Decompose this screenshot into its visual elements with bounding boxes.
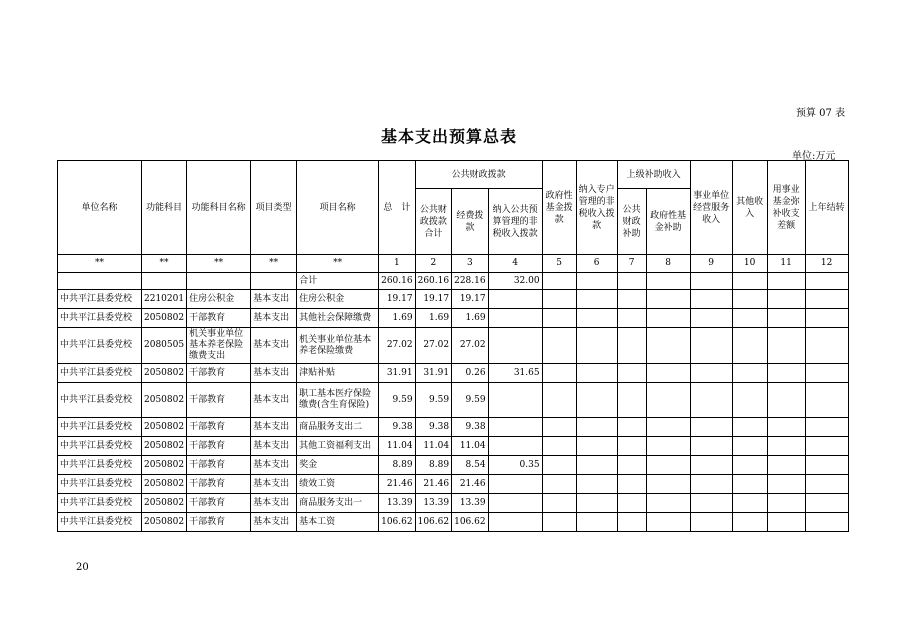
pf-nontax-cell	[488, 513, 542, 532]
pf-fund-cell: 106.62	[452, 513, 489, 532]
total-pf-nontax: 32.00	[488, 273, 542, 290]
index-cell: **	[251, 255, 297, 273]
item-name-cell: 机关事业单位基本养老保险缴费	[297, 328, 379, 364]
total-value: 260.16	[379, 273, 416, 290]
index-cell: 2	[415, 255, 452, 273]
empty-cell	[690, 328, 732, 364]
empty-cell	[617, 383, 646, 418]
col-func-code: 功能科目	[142, 161, 187, 255]
col-other-income: 其他收入	[732, 161, 767, 255]
func-code-cell: 2050802	[142, 494, 187, 513]
func-code-cell: 2050802	[142, 364, 187, 383]
table-row	[58, 309, 849, 328]
col-sup-gov: 政府性基金补助	[646, 189, 690, 255]
empty-cell	[646, 383, 690, 418]
func-name-cell: 干部教育	[187, 364, 251, 383]
page-title: 基本支出预算总表	[380, 127, 517, 146]
empty-cell	[646, 290, 690, 309]
index-cell: 8	[646, 255, 690, 273]
empty-cell	[732, 383, 767, 418]
pf-fund-cell: 27.02	[452, 328, 489, 364]
col-fund-balance: 用事业基金弥补收支差额	[767, 161, 805, 255]
empty-cell	[805, 383, 848, 418]
func-code-cell: 2050802	[142, 456, 187, 475]
empty-cell	[732, 494, 767, 513]
item-name-cell: 绩效工资	[297, 475, 379, 494]
item-type-cell: 基本支出	[251, 418, 297, 437]
col-gov-fund: 政府性基金拨款	[542, 161, 576, 255]
func-code-cell: 2050802	[142, 383, 187, 418]
pf-subtotal-cell: 13.39	[415, 494, 452, 513]
pf-fund-cell: 13.39	[452, 494, 489, 513]
empty-cell	[805, 475, 848, 494]
empty-cell	[732, 328, 767, 364]
empty-cell	[646, 513, 690, 532]
empty-cell	[542, 513, 576, 532]
index-cell: 4	[488, 255, 542, 273]
func-code-cell: 2080505	[142, 328, 187, 364]
func-name-cell: 干部教育	[187, 383, 251, 418]
item-name-cell: 基本工资	[297, 513, 379, 532]
table-row	[58, 475, 849, 494]
table-row	[58, 383, 849, 418]
func-name-cell: 干部教育	[187, 418, 251, 437]
unit-name-cell: 中共平江县委党校	[58, 475, 142, 494]
empty-cell	[576, 513, 617, 532]
unit-name-cell: 中共平江县委党校	[58, 456, 142, 475]
pf-nontax-cell	[488, 437, 542, 456]
total-label: 合计	[297, 273, 379, 290]
pf-subtotal-cell: 1.69	[415, 309, 452, 328]
index-cell: 1	[379, 255, 416, 273]
pf-subtotal-cell: 31.91	[415, 364, 452, 383]
empty-cell	[805, 309, 848, 328]
func-name-cell: 干部教育	[187, 475, 251, 494]
item-type-cell: 基本支出	[251, 383, 297, 418]
func-name-cell: 干部教育	[187, 456, 251, 475]
pf-subtotal-cell: 21.46	[415, 475, 452, 494]
index-cell: 3	[452, 255, 489, 273]
total-cell: 106.62	[379, 513, 416, 532]
item-name-cell: 津贴补贴	[297, 364, 379, 383]
table-row	[58, 456, 849, 475]
total-pf-fund: 228.16	[452, 273, 489, 290]
empty-cell	[732, 309, 767, 328]
func-code-cell: 2050802	[142, 309, 187, 328]
budget-table	[57, 160, 849, 532]
col-sup-public: 公共财政补助	[617, 189, 646, 255]
col-item-name: 项目名称	[297, 161, 379, 255]
empty-cell	[542, 494, 576, 513]
pf-fund-cell: 8.54	[452, 456, 489, 475]
empty-cell	[690, 513, 732, 532]
empty-cell	[690, 418, 732, 437]
empty-cell	[767, 494, 805, 513]
col-superior-subsidy: 上级补助收入	[617, 161, 690, 189]
func-code-cell: 2050802	[142, 475, 187, 494]
total-cell: 1.69	[379, 309, 416, 328]
empty-cell	[542, 290, 576, 309]
total-pf-subtotal: 260.16	[415, 273, 452, 290]
total-cell: 21.46	[379, 475, 416, 494]
func-name-cell: 干部教育	[187, 309, 251, 328]
item-name-cell: 商品服务支出二	[297, 418, 379, 437]
empty-cell	[767, 456, 805, 475]
empty-cell	[767, 437, 805, 456]
empty-cell	[576, 309, 617, 328]
empty-cell	[542, 328, 576, 364]
index-cell: 10	[732, 255, 767, 273]
empty-cell	[732, 418, 767, 437]
item-type-cell: 基本支出	[251, 513, 297, 532]
index-cell: 11	[767, 255, 805, 273]
pf-subtotal-cell: 106.62	[415, 513, 452, 532]
empty-cell	[542, 418, 576, 437]
pf-fund-cell: 9.59	[452, 383, 489, 418]
empty-cell	[576, 328, 617, 364]
empty-cell	[617, 328, 646, 364]
pf-fund-cell: 21.46	[452, 475, 489, 494]
total-cell: 27.02	[379, 328, 416, 364]
col-func-name: 功能科目名称	[187, 161, 251, 255]
empty-cell	[805, 456, 848, 475]
total-cell: 8.89	[379, 456, 416, 475]
empty-cell	[542, 456, 576, 475]
empty-cell	[617, 418, 646, 437]
table-row	[58, 437, 849, 456]
index-cell: **	[297, 255, 379, 273]
total-cell: 13.39	[379, 494, 416, 513]
index-cell: **	[187, 255, 251, 273]
func-name-cell: 干部教育	[187, 494, 251, 513]
unit-name-cell: 中共平江县委党校	[58, 437, 142, 456]
unit-name-cell: 中共平江县委党校	[58, 383, 142, 418]
col-business-income: 事业单位经营服务收入	[690, 161, 732, 255]
empty-cell	[690, 437, 732, 456]
empty-cell	[767, 418, 805, 437]
item-name-cell: 奖金	[297, 456, 379, 475]
pf-subtotal-cell: 8.89	[415, 456, 452, 475]
item-type-cell: 基本支出	[251, 328, 297, 364]
empty-cell	[767, 309, 805, 328]
index-cell: **	[58, 255, 142, 273]
empty-cell	[542, 309, 576, 328]
empty-cell	[576, 290, 617, 309]
table-row	[58, 290, 849, 309]
empty-cell	[576, 456, 617, 475]
unit-name-cell: 中共平江县委党校	[58, 494, 142, 513]
pf-nontax-cell	[488, 328, 542, 364]
empty-cell	[617, 290, 646, 309]
pf-nontax-cell	[488, 494, 542, 513]
page-number: 20	[76, 562, 89, 573]
func-code-cell: 2050802	[142, 437, 187, 456]
empty-cell	[805, 437, 848, 456]
empty-cell	[646, 494, 690, 513]
item-type-cell: 基本支出	[251, 290, 297, 309]
empty-cell	[805, 418, 848, 437]
col-unit-name: 单位名称	[58, 161, 142, 255]
col-pf-subtotal: 公共财政拨款合计	[415, 189, 452, 255]
empty-cell	[576, 383, 617, 418]
empty-cell	[617, 437, 646, 456]
empty-cell	[767, 328, 805, 364]
empty-cell	[732, 513, 767, 532]
pf-subtotal-cell: 27.02	[415, 328, 452, 364]
col-pf-nontax: 纳入公共预算管理的非税收入拨款	[488, 189, 542, 255]
pf-subtotal-cell: 9.59	[415, 383, 452, 418]
col-total: 总 计	[379, 161, 416, 255]
col-prev-balance: 上年结转	[805, 161, 848, 255]
pf-nontax-cell: 31.65	[488, 364, 542, 383]
unit-name-cell: 中共平江县委党校	[58, 418, 142, 437]
index-cell: 7	[617, 255, 646, 273]
empty-cell	[690, 364, 732, 383]
func-name-cell: 机关事业单位基本养老保险缴费支出	[187, 328, 251, 364]
item-type-cell: 基本支出	[251, 456, 297, 475]
empty-cell	[576, 494, 617, 513]
empty-cell	[576, 364, 617, 383]
empty-cell	[732, 475, 767, 494]
pf-fund-cell: 0.26	[452, 364, 489, 383]
empty-cell	[617, 494, 646, 513]
pf-nontax-cell: 0.35	[488, 456, 542, 475]
empty-cell	[805, 290, 848, 309]
item-name-cell: 住房公积金	[297, 290, 379, 309]
item-type-cell: 基本支出	[251, 437, 297, 456]
total-cell: 19.17	[379, 290, 416, 309]
empty-cell	[767, 290, 805, 309]
item-name-cell: 其他社会保障缴费	[297, 309, 379, 328]
empty-cell	[732, 437, 767, 456]
empty-cell	[767, 364, 805, 383]
empty-cell	[646, 328, 690, 364]
pf-fund-cell: 19.17	[452, 290, 489, 309]
empty-cell	[576, 437, 617, 456]
table-row	[58, 418, 849, 437]
empty-cell	[805, 513, 848, 532]
total-cell: 31.91	[379, 364, 416, 383]
empty-cell	[646, 309, 690, 328]
empty-cell	[690, 290, 732, 309]
empty-cell	[805, 364, 848, 383]
pf-fund-cell: 1.69	[452, 309, 489, 328]
form-code: 预算 07 表	[796, 108, 846, 119]
item-type-cell: 基本支出	[251, 364, 297, 383]
total-row	[58, 273, 849, 290]
table-row	[58, 513, 849, 532]
empty-cell	[767, 383, 805, 418]
item-type-cell: 基本支出	[251, 475, 297, 494]
empty-cell	[690, 309, 732, 328]
pf-nontax-cell	[488, 383, 542, 418]
pf-nontax-cell	[488, 290, 542, 309]
pf-nontax-cell	[488, 418, 542, 437]
empty-cell	[690, 383, 732, 418]
func-code-cell: 2050802	[142, 418, 187, 437]
item-type-cell: 基本支出	[251, 309, 297, 328]
item-name-cell: 商品服务支出一	[297, 494, 379, 513]
index-cell: 12	[805, 255, 848, 273]
func-code-cell: 2050802	[142, 513, 187, 532]
total-cell: 11.04	[379, 437, 416, 456]
func-name-cell: 干部教育	[187, 437, 251, 456]
empty-cell	[542, 383, 576, 418]
empty-cell	[732, 456, 767, 475]
empty-cell	[617, 309, 646, 328]
empty-cell	[767, 475, 805, 494]
empty-cell	[690, 475, 732, 494]
empty-cell	[805, 494, 848, 513]
col-pf-fund: 经费拨款	[452, 189, 489, 255]
empty-cell	[617, 475, 646, 494]
unit-name-cell: 中共平江县委党校	[58, 290, 142, 309]
empty-cell	[690, 494, 732, 513]
pf-nontax-cell	[488, 309, 542, 328]
unit-name-cell: 中共平江县委党校	[58, 513, 142, 532]
table-row	[58, 364, 849, 383]
total-cell: 9.59	[379, 383, 416, 418]
empty-cell	[646, 456, 690, 475]
col-public-fiscal: 公共财政拨款	[415, 161, 542, 189]
pf-fund-cell: 11.04	[452, 437, 489, 456]
pf-subtotal-cell: 11.04	[415, 437, 452, 456]
total-cell: 9.38	[379, 418, 416, 437]
index-cell: 9	[690, 255, 732, 273]
unit-label: 单位:万元	[792, 151, 836, 162]
empty-cell	[617, 513, 646, 532]
item-type-cell: 基本支出	[251, 494, 297, 513]
table-row	[58, 328, 849, 364]
empty-cell	[805, 328, 848, 364]
empty-cell	[732, 290, 767, 309]
table-row	[58, 494, 849, 513]
empty-cell	[690, 456, 732, 475]
pf-nontax-cell	[488, 475, 542, 494]
empty-cell	[767, 513, 805, 532]
unit-name-cell: 中共平江县委党校	[58, 364, 142, 383]
col-item-type: 项目类型	[251, 161, 297, 255]
empty-cell	[576, 475, 617, 494]
unit-name-cell: 中共平江县委党校	[58, 328, 142, 364]
empty-cell	[646, 364, 690, 383]
index-row	[58, 255, 849, 273]
empty-cell	[646, 437, 690, 456]
pf-subtotal-cell: 19.17	[415, 290, 452, 309]
empty-cell	[646, 418, 690, 437]
index-cell: 6	[576, 255, 617, 273]
empty-cell	[542, 364, 576, 383]
empty-cell	[542, 475, 576, 494]
index-cell: 5	[542, 255, 576, 273]
empty-cell	[617, 364, 646, 383]
item-name-cell: 职工基本医疗保险缴费(含生育保险)	[297, 383, 379, 418]
empty-cell	[617, 456, 646, 475]
item-name-cell: 其他工资福利支出	[297, 437, 379, 456]
empty-cell	[732, 364, 767, 383]
empty-cell	[542, 437, 576, 456]
func-name-cell: 干部教育	[187, 513, 251, 532]
col-special-nontax: 纳入专户管理的非税收入拨款	[576, 161, 617, 255]
pf-subtotal-cell: 9.38	[415, 418, 452, 437]
empty-cell	[646, 475, 690, 494]
func-code-cell: 2210201	[142, 290, 187, 309]
empty-cell	[576, 418, 617, 437]
unit-name-cell: 中共平江县委党校	[58, 309, 142, 328]
index-cell: **	[142, 255, 187, 273]
pf-fund-cell: 9.38	[452, 418, 489, 437]
func-name-cell: 住房公积金	[187, 290, 251, 309]
